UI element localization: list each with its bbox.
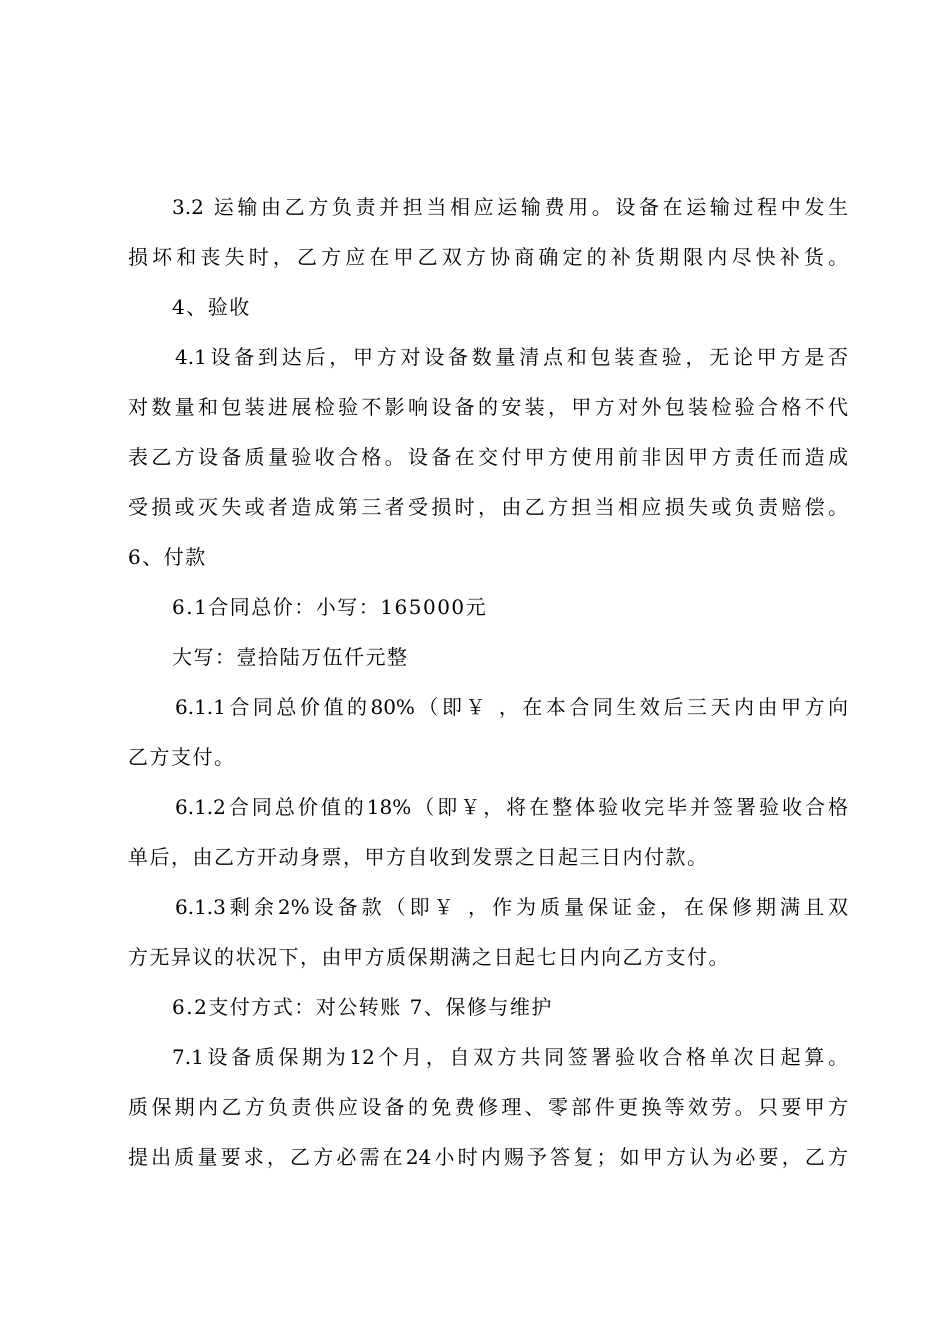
paragraph-line: 提出质量要求，乙方必需在24小时内赐予答复；如甲方认为必要，乙方 (128, 1145, 848, 1169)
section-heading: 4、验收 (172, 295, 251, 319)
paragraph-line: 乙方支付。 (128, 745, 236, 769)
paragraph-line: 6.2支付方式：对公转账 7、保修与维护 (172, 995, 553, 1019)
paragraph-line: 7.1设备质保期为12个月，自双方共同签署验收合格单次日起算。 (172, 1045, 848, 1069)
paragraph-line: 6.1.1合同总价值的80%（即￥ ，在本合同生效后三天内由甲方向 (175, 695, 848, 719)
paragraph-line: 质保期内乙方负责供应设备的免费修理、零部件更换等效劳。只要甲方 (128, 1095, 848, 1119)
paragraph-line: 损坏和丧失时，乙方应在甲乙双方协商确定的补货期限内尽快补货。 (128, 245, 848, 269)
paragraph-line: 对数量和包装进展检验不影响设备的安装，甲方对外包装检验合格不代 (128, 395, 848, 419)
paragraph-line: 3.2 运输由乙方负责并担当相应运输费用。设备在运输过程中发生 (172, 195, 848, 219)
paragraph-line: 6.1合同总价：小写：165000元 (172, 595, 488, 619)
paragraph-line: 受损或灭失或者造成第三者受损时，由乙方担当相应损失或负责赔偿。 (128, 495, 848, 519)
paragraph-line: 表乙方设备质量验收合格。设备在交付甲方使用前非因甲方责任而造成 (128, 445, 848, 469)
paragraph-line: 方无异议的状况下，由甲方质保期满之日起七日内向乙方支付。 (128, 945, 730, 969)
paragraph-line: 4.1设备到达后，甲方对设备数量清点和包装查验，无论甲方是否 (175, 345, 848, 369)
paragraph-line: 单后，由乙方开动身票，甲方自收到发票之日起三日内付款。 (128, 845, 709, 869)
section-heading: 6、付款 (128, 545, 207, 569)
paragraph-line: 6.1.2合同总价值的18%（即￥，将在整体验收完毕并签署验收合格 (175, 795, 848, 819)
paragraph-line: 大写：壹拾陆万伍仟元整 (172, 645, 409, 669)
paragraph-line: 6.1.3剩余2%设备款（即￥ ，作为质量保证金，在保修期满且双 (175, 895, 848, 919)
